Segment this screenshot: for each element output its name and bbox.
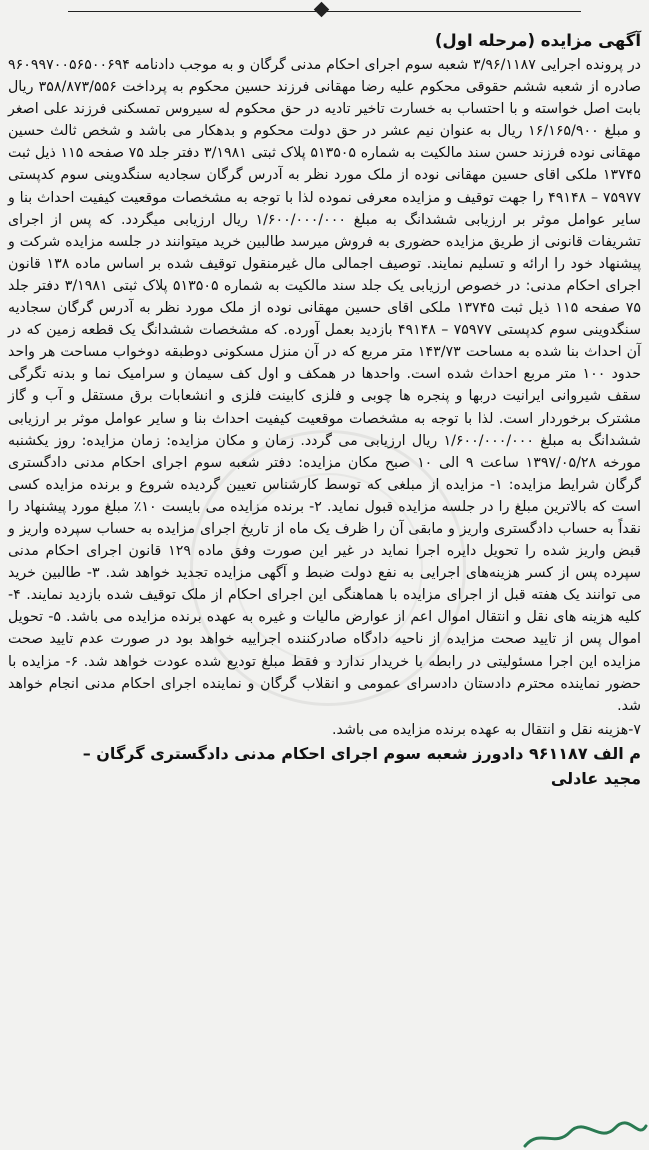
diamond-ornament-icon bbox=[314, 2, 330, 18]
auction-notice bbox=[8, 30, 641, 791]
notice-signature-line-1: م الف ۹۶۱۱۸۷ دادورز شعبه سوم اجرای احکام مدنی دادگستری گرگان – bbox=[82, 743, 641, 763]
notice-item-7: ۷-هزینه نقل و انتقال به عهده برنده مزایده می باشد. bbox=[332, 721, 641, 738]
notice-body: در پرونده اجرایی ۳/۹۶/۱۱۸۷ شعبه سوم اجرای احکام مدنی گرگان و به موجب دادنامه ۹۶۰۹۹۷۰۰۵۶۵۰۰۶۹۴ صادره از شعبه ششم حقوقی محکوم علیه رضا مهقانی فرزند حسین محکوم به پرداخت ۳۵۸/۸۷۳/۵۵۶ ریال بابت اصل خواسته و با احتساب به خسارت تاخیر تادیه در حق محکوم له سیروس تمسکنی فرزند علی اصغر و مبلغ ۱۶/۱۶۵/۹۰۰ ریال به عنوان نیم عشر در حق دولت محکوم و بدهکار می باشد و شخص ثالث حسین مهقانی نوده فرزند حسن سند مالکیت به شماره ۵۱۳۵۰۵ پلاک ثبتی ۳/۱۹۸۱ دفتر جلد ۷۵ صفحه ۱۱۵ ذیل ثبت ۱۳۷۴۵ ملکی اقای حسین مهقانی نوده از ملک مورد نظر به آدرس گرگان سجادیه سنگدوینی سوم کدپستی ۷۵۹۷۷ – ۴۹۱۴۸ را جهت توقیف و مزایده معرفی نموده لذا با توجه به مشخصات موقعیت کیفیت احداث بنا و سایر عوامل موثر بر ارزیابی ششدانگ به مبلغ ۱/۶۰۰/۰۰۰/۰۰۰ ریال ارزیابی میگردد. که پس از اجرای تشریفات قانونی از طریق مزایده حضوری به فروش میرسد طالبین خرید میتوانند در جلسه مزایده شرکت و پیشنهاد خود را ارائه و تسلیم نمایند. توصیف اجمالی مال غیرمنقول توقیف شده بر اساس ماده ۱۳۸ قانون اجرای احکام مدنی: در خصوص ارزیابی یک جلد سند مالکیت به شماره ۵۱۳۵۰۵ پلاک ثبتی ۳/۱۹۸۱ دفتر جلد ۷۵ صفحه ۱۱۵ ذیل ثبت ۱۳۷۴۵ ملکی اقای حسین مهقانی نوده از ملک مورد نظر به آدرس گرگان سجادیه سنگدوینی سوم کدپستی ۷۵۹۷۷ – ۴۹۱۴۸ بازدید بعمل آورده. که مشخصات ششدانگ یک قطعه زمین که در آن احداث بنا شده به مساحت ۱۴۳/۷۳ متر مربع که در آن منزل مسکونی دوطبقه دوخواب مساحت هر واحد حدود ۱۰۰ متر مربع احداث شده است. واحدها در همکف و اول کف سیمان و سرامیک نما و بدنه تگرگی سقف شیروانی ایرانیت دربها و پنجره ها چوبی و فلزی کابینت فلزی و انشعابات برق مستقل و آب و گاز مشترک برخوردار است. لذا با توجه به مشخصات موقعیت کیفیت احداث بنا و سایر عوامل موثر بر ارزیابی ششدانگ به مبلغ ۱/۶۰۰/۰۰۰/۰۰۰ ریال ارزیابی می گردد. زمان و مکان مزایده: زمان مزایده: روز یکشنبه مورخه ۱۳۹۷/۰۵/۲۸ ساعت ۹ الی ۱۰ صبح مکان مزایده: دفتر شعبه سوم اجرای احکام مدنی دادگستری گرگان شرایط مزایده: ۱- مزایده از مبلغی که توسط کارشناس تعیین گردیده شروع و برنده مزایده کسی است که بالاترین مبلغ را در جلسه مزایده قبول نماید. ۲- برنده مزایده می بایست ۱۰٪ مبلغ مورد پیشنهاد را نقداً به حساب دادگستری واریز و مابقی آن را ظرف یک ماه از تاریخ اجرای مزایده به حساب سپرده واریز و قبض واریز شده را تحویل دایره اجرا نماید در غیر این صورت وفق ماده ۱۲۹ قانون اجرای احکام مدنی سپرده پس از کسر هزینه‌های اجرایی به نفع دولت ضبط و آگهی مزایده تجدید خواهد شد. ۳- طالبین خرید می توانند یک هفته قبل از اجرای مزایده با هماهنگی این اجرای احکام از ملک توقیف شده بازدید نمایند. ۴- کلیه هزینه های نقل و انتقال اموال اعم از عوارض مالیات و غیره به عهده برنده مزایده می باشد. ۵- تحویل اموال پس از تایید صحت مزایده از ناحیه دادگاه صادرکننده اجراییه خواهد بود در صورت عدم تایید صحت مزایده این اجرا مسئولیتی در رابطه با خریدار ندارد و فقط مبلغ تودیع شده عودت خواهد شد. ۶- مزایده با حضور نماینده محترم دادستان دادسرای عمومی و انقلاب گرگان و نماینده اجرای احکام مدنی انجام خواهد شد. bbox=[8, 57, 642, 714]
notice-signature-line-2: مجید عادلی bbox=[550, 768, 641, 788]
handwritten-mark-icon bbox=[520, 1118, 649, 1150]
notice-title: آگهی مزایده (مرحله اول) bbox=[434, 31, 641, 50]
